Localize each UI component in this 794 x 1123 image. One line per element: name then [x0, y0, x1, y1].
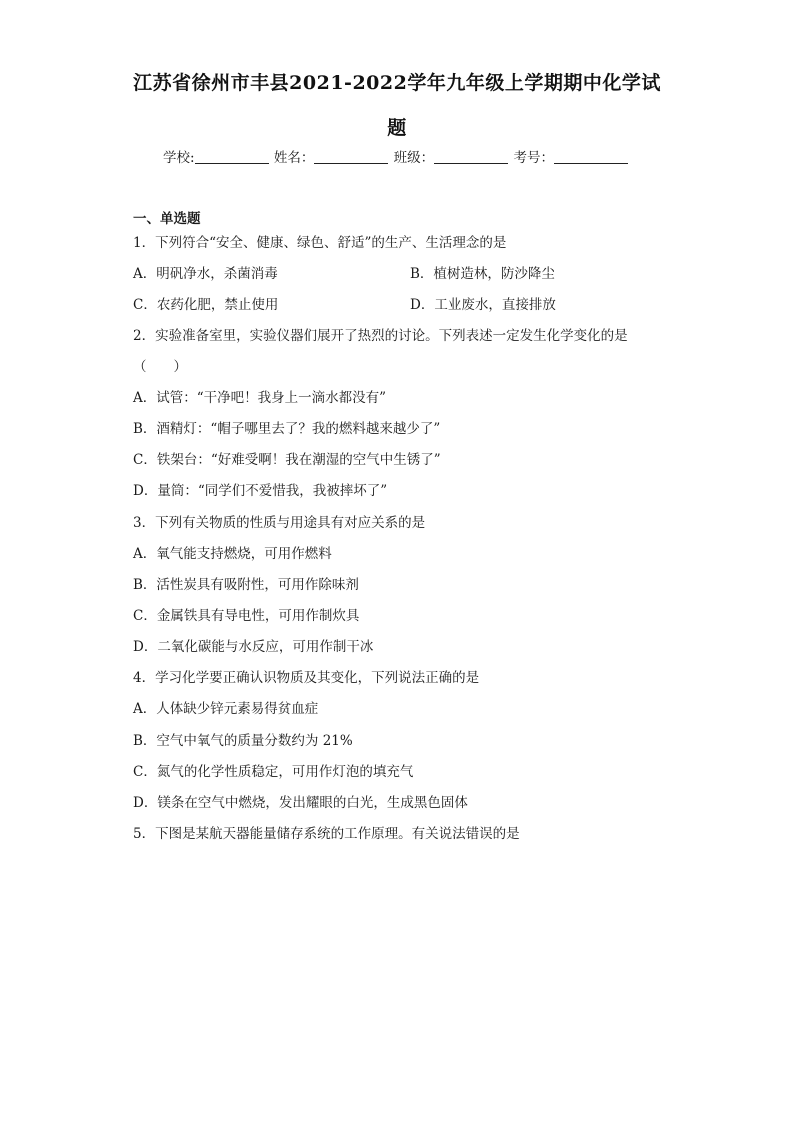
- class-blank[interactable]: [434, 148, 508, 164]
- question-2-option-b: B．酒精灯：“帽子哪里去了？我的燃料越来越少了”: [133, 421, 441, 437]
- name-label: 姓名：: [273, 150, 315, 166]
- name-blank[interactable]: [314, 148, 388, 164]
- question-4-option-a: A．人体缺少锌元素易得贫血症: [133, 701, 319, 717]
- question-2-option-d: D．量筒：“同学们不爱惜我，我被摔坏了”: [133, 483, 388, 499]
- question-1-option-c: C．农药化肥，禁止使用: [133, 297, 279, 313]
- question-2-option-a: A．试管：“干净吧！我身上一滴水都没有”: [133, 390, 387, 406]
- exam-title-line1: 江苏省徐州市丰县2021-2022学年九年级上学期期中化学试: [133, 72, 661, 94]
- question-4-option-b: B．空气中氧气的质量分数约为 21%: [133, 733, 353, 749]
- question-4-stem: 4．学习化学要正确认识物质及其变化，下列说法正确的是: [133, 670, 480, 686]
- student-info-row: [163, 146, 629, 166]
- question-3-stem: 3．下列有关物质的性质与用途具有对应关系的是: [133, 515, 426, 531]
- question-2-stem: 2．实验准备室里，实验仪器们展开了热烈的讨论。下列表述一定发生化学变化的是: [133, 328, 628, 344]
- question-5-stem: 5．下图是某航天器能量储存系统的工作原理。有关说法错误的是: [133, 826, 520, 842]
- question-4-option-c: C．氮气的化学性质稳定，可用作灯泡的填充气: [133, 764, 414, 780]
- section-heading: 一、单选题: [133, 211, 201, 227]
- question-3-option-b: B．活性炭具有吸附性，可用作除味剂: [133, 577, 359, 593]
- question-2-option-c: C．铁架台：“好难受啊！我在潮湿的空气中生锈了”: [133, 452, 441, 468]
- question-2-answer-bracket: （ ）: [133, 359, 187, 375]
- question-3-option-d: D．二氧化碳能与水反应，可用作制干冰: [133, 639, 374, 655]
- question-4-option-d: D．镁条在空气中燃烧，发出耀眼的白光，生成黑色固体: [133, 795, 468, 811]
- exam-title-line2: 题: [387, 117, 407, 139]
- number-blank[interactable]: [554, 148, 628, 164]
- question-1-option-d: D．工业废水，直接排放: [410, 297, 556, 313]
- question-3-option-a: A．氧气能支持燃烧，可用作燃料: [133, 546, 332, 562]
- school-label: 学校:: [163, 150, 195, 166]
- school-blank[interactable]: [195, 148, 269, 164]
- question-3-option-c: C．金属铁具有导电性，可用作制炊具: [133, 608, 360, 624]
- class-label: 班级：: [393, 150, 435, 166]
- question-1-option-b: B．植树造林，防沙降尘: [410, 266, 555, 282]
- number-label: 考号：: [513, 150, 554, 166]
- question-1-option-a: A．明矾净水，杀菌消毒: [133, 266, 278, 282]
- question-1-stem: 1．下列符合“安全、健康、绿色、舒适”的生产、生活理念的是: [133, 235, 507, 251]
